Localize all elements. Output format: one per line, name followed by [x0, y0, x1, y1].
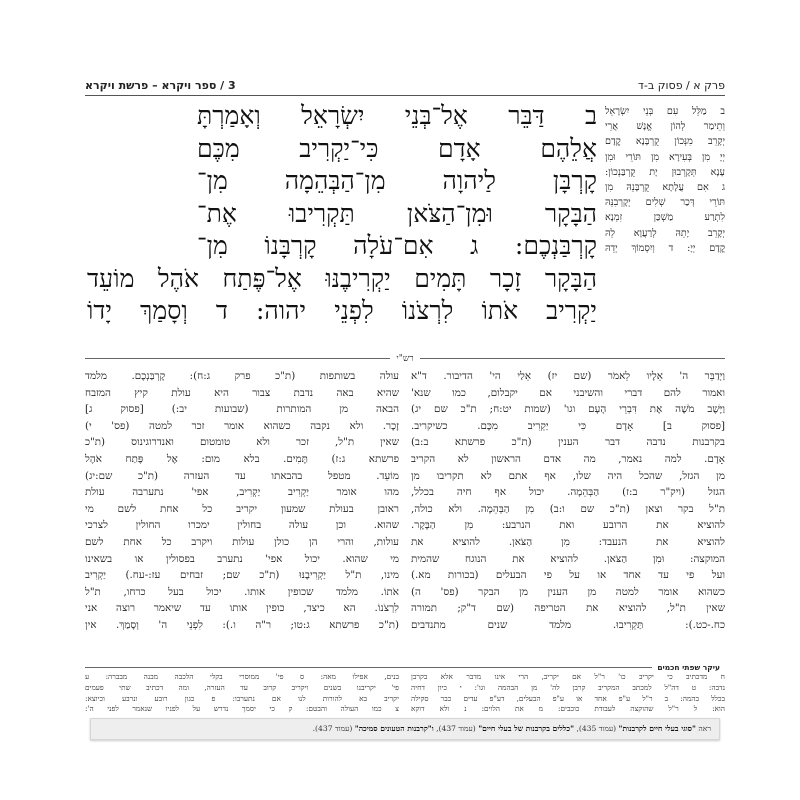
chapter-verse-reference: פרק א / פסוק ב-ד [637, 79, 725, 92]
rashi-line: אָדָם. למה נאמר, מה אדם הראשון לא הקריב [411, 452, 725, 465]
siftei-line: פי' יקריבנו בשנים ויקריב קרוב עד העזרה, ומה דכתיב שתי פעמים [85, 682, 399, 692]
siftei-line: בכלל בהמה: ב ר"ל ע"פ אחד או ע"פ הבעלים, דע"פ עדים כבר סקילה [411, 693, 725, 703]
rashi-line: לִרְצֹנוֹ. הא כיצד, כופין אותו עד שיאמר רוצה אני [85, 602, 399, 615]
siftei-column-left [85, 672, 399, 716]
rashi-line: הגזל (ויק"ר ב:ז) הַבְּהֵמָה. יכול אף חיה בכלל, [411, 486, 725, 499]
book-page [85, 70, 725, 750]
rashi-line: ואמור להם דברי והשיבני אם יקבלום, כמו שנא' [411, 386, 725, 399]
onkelos-line: יְקָרֵב מִנְּכוֹן קֻרְבָּנָא קֳדָם [605, 136, 725, 148]
rashi-line: שהוא. וכן עולה בחולין ימכרו החולין לצרכי [85, 519, 399, 532]
rashi-line: להוציא את הרובע ואת הנרבע: מִן הַבָּקָר. [411, 519, 725, 532]
torah-line: הַבָּקָר זָכָר תָּמִים יַקְרִיבֶנּוּ אֶל־פֶּתַח אֹהֶל מוֹעֵד [87, 263, 597, 293]
rashi-line: זָכָר. ולא נקבה כשהוא אומר זכר למטה (פס' י) [85, 419, 399, 432]
siftei-line: יקריב בא להורות לנו אם נתערבו: פ כגון רובע ונרבע וכיוצא: [85, 693, 399, 703]
siftei-line: צ כמו העולה והבטם: ק כי יסמך נדרש על לפניו שנאמר לפני ה': [85, 704, 399, 714]
see-also-ref-title: "סוגי בעלי חיים לקרבנות" [618, 724, 696, 733]
torah-line: ב דַּבֵּר אֶל־בְּנֵי יִשְׂרָאֵל וְאָמַרְתָּ [197, 101, 597, 130]
divider-rule [85, 358, 390, 359]
onkelos-line: תּוֹרֵי דְּכַר שְׁלִים יְקָרְבִנֵּהּ [605, 197, 725, 209]
rashi-line: פרשתא ג:ז) תָּמִים. בלא מום: אֶל פֶּתַח אֹהֶל [85, 452, 399, 465]
see-also-ref-page: (עמוד 437), [436, 724, 476, 733]
rashi-line: אֹתוֹ. מלמד שכופין אותו. יכול בעל כרחו, ת"ל [85, 585, 399, 598]
rashi-divider [85, 352, 725, 364]
onkelos-line: עָנָא תְּקָרְבוּן יָת קֻרְבַּנְכוֹן: [605, 166, 725, 178]
siftei-line: בנים, אפילו מאה: ס פי' ממוסרי בקלי הלכבה מבנה מבברה: ע [85, 672, 399, 681]
rashi-line: מהו אומר יַקְרִיב יַקְרִיב, אפי' נתערבה עולת [85, 486, 399, 499]
rashi-line: להוציא את הנעבד: מִן הַצֹּאן. להוציא את [411, 535, 725, 548]
rashi-label: רש"י [396, 353, 414, 364]
torah-line: קָרְבָּן לַיהוָה מִן־הַבְּהֵמָה מִן־ [197, 166, 597, 195]
divider-rule [420, 358, 725, 359]
onkelos-line: יְיָ מִן בְּעִירָא מִן תּוֹרֵי וּמִן [605, 151, 725, 163]
onkelos-line: וְתֵימַר לְהוֹן אֱנָשׁ אֲרֵי [605, 121, 725, 133]
siftei-chachamim-label: עיקר שפתי חכמים [657, 662, 720, 672]
siftei-column-right [411, 672, 725, 716]
see-also-ref-title: ו"קרבנות הטעונים סמיכה" [354, 724, 434, 733]
rashi-line: מי שהוא. יכול אפי' נתערב בפסולין או בשאינו [85, 552, 399, 565]
rashi-column-left [85, 368, 399, 658]
rashi-line: הבאה מן המותרות (שבועות יב:) [פסוק ג] [85, 403, 399, 416]
siftei-chachamim-divider [85, 662, 725, 672]
torah-line: אֲלֵהֶם אָדָם כִּי־יַקְרִיב מִכֶּם [197, 133, 597, 163]
rashi-line: ראובן בעולת שמעון יקריב כל אחת לשם מי [85, 502, 399, 515]
rashi-line: בקרבנות נדבה דבר הענין (ת"כ פרשתא ב:ב) [411, 436, 725, 449]
siftei-line: ח מדכתיב כי יקריב כו' ר"ל אם יקריב, הרי אינו מדבר אלא בקרבן [411, 672, 725, 681]
rashi-line: מוֹעֵד. מטפל בהבאתו עד העזרה (ת"כ שם:יג) [85, 469, 399, 482]
rashi-line: [פסוק ב] אָדָם כִּי יַקְרִיב מִכֶּם. כשיקריב. [411, 419, 725, 432]
rashi-line: שאין ת"ל, להוציא את הטריפה (שם ד"ק; תמורה [411, 602, 725, 615]
siftei-line: נדבה: ט דה"ל למכתב המקריב קרבן לה' מן הבהמה וגו': י כיון דחיה [411, 682, 725, 692]
onkelos-line: יְקָרֵב יָתֵהּ לְרַעֲוָא לֵהּ [605, 227, 725, 239]
see-also-box [90, 718, 720, 740]
verse-block [85, 100, 725, 338]
rashi-line: ת"ל בקר וצאן (ת"כ שם ו:ב) מִן הַבְּהֵמָה. ולא כולה, [411, 502, 725, 515]
running-head [85, 70, 725, 96]
rashi-commentary [85, 368, 725, 658]
rashi-line: עולה בשותפות (ת"כ פרק ג:ח): קָרְבַּנְכֶם. מלמד [85, 370, 399, 382]
torah-text [87, 100, 597, 328]
rashi-line: כשהוא אומר למטה מן הענין מן הבקר (פס' ה) [411, 585, 725, 598]
torah-line: יַקְרִיב אֹתוֹ לִרְצֹנוֹ לִפְנֵי יהוה: ד וְסָמַךְ יָדוֹ [87, 296, 597, 325]
onkelos-line: ג אִם עֲלָתָא קֻרְבָּנֵהּ מִן [605, 182, 725, 194]
rashi-line: מן הגזל, שהכל היה שלו, אף אתם לא תקריבו מן [411, 469, 725, 482]
siftei-chachamim-notes [85, 672, 725, 716]
onkelos-line: לִתְרַע מַשְׁכַּן זִמְנָא [605, 212, 725, 224]
onkelos-line: ב מַלֵּל עִם בְּנֵי יִשְׂרָאֵל [605, 106, 725, 117]
onkelos-line: קֳדָם יְיָ: ד וְיִסְמוֹךְ יְדֵהּ [605, 242, 725, 254]
rashi-line: שאין ת"ל, זכר ולא טומטום ואנדרוגינוס (ת"כ [85, 436, 399, 449]
rashi-column-right [411, 368, 725, 658]
siftei-line: הוא: ל ר"ל שהוקצה לעבודת כוכבים: מ את הלוים: נ ולא דוקא [411, 704, 725, 714]
rashi-line: ועל פי עד אחד או על פי הבעלים (בכורות מא.) [411, 569, 725, 582]
targum-onkelos-column [605, 104, 725, 256]
see-also-ref-title: "כללים בקרבנות של בעלי חיים" [478, 724, 575, 733]
see-also-prefix: ראה [698, 724, 711, 733]
book-title-page-number: 3 / ספר ויקרא – פרשת ויקרא [85, 79, 236, 92]
torah-line: קָרְבַּנְכֶם: ג אִם־עֹלָה קָרְבָּנוֹ מִן־ [197, 231, 597, 260]
torah-line: הַבָּקָר וּמִן־הַצֹּאן תַּקְרִיבוּ אֶת־ [197, 198, 597, 228]
see-also-ref-page: (עמוד 435), [576, 724, 617, 733]
rashi-line: וַיָּשֶׁב מֹשֶׁה אֶת דִּבְרֵי הָעָם וגו' (שמות יט:ח; ת"כ שם יג) [411, 403, 725, 416]
rashi-line: וַיְדַבֵּר ה' אֵלָיו לֵאמֹר (שם יז) אֵלַי הי' הדיבור. ד"א [411, 370, 725, 382]
rashi-line: (ת"כ פרשתא ג:טו; ר"ה ו.): לִפְנֵי ה' וְסָמַךְ. אין [85, 618, 399, 631]
rashi-line: מינו, ת"ל יַקְרִיבֶנּוּ (ת"כ שם; זבחים עז:-עח.) יַקְרִיב [85, 569, 399, 582]
rashi-line: שהיא באה נדבת צבור היא עולת קיץ המזבח [85, 386, 399, 399]
rashi-line: המוקצה: וּמִן הַצֹּאן. להוציא את הנוגח שהמית [411, 552, 725, 565]
rashi-line: כח.-כט.): תַּקְרִיבוּ. מלמד שנים מתנדבים [411, 618, 725, 631]
divider-rule [85, 667, 652, 668]
rashi-line: עולות, והרי הן כולן עולות ויקרב כל אחת לשם [85, 535, 399, 548]
see-also-ref-page: (עמוד 437). [312, 724, 353, 733]
